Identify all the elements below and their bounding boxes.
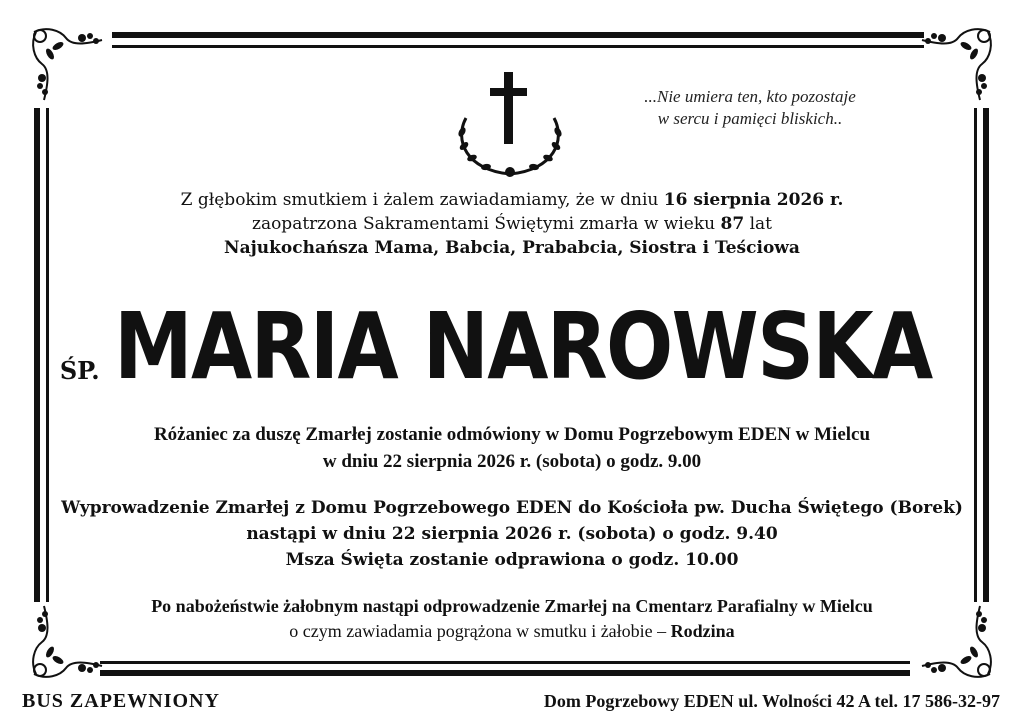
frame-top-bar-outer — [112, 32, 924, 38]
intro-line-1-text: Z głębokim smutkiem i żalem zawiadamiamy, że w dniu — [180, 190, 664, 210]
burial-line-2-text: o czym zawiadamia pogrążona w smutku i żałobie – — [289, 621, 671, 641]
family-relations: Najukochańsza Mama, Babcia, Prababcia, Siostra i Teściowa — [224, 238, 800, 258]
death-date: 16 sierpnia 2026 r. — [663, 190, 844, 210]
family-signature: Rodzina — [670, 621, 735, 641]
intro-line-2-text: zaopatrzona Sakramentami Świętymi zmarła w wieku — [251, 214, 721, 234]
burial-line-2 — [0, 619, 1024, 644]
deceased-name-row — [0, 285, 1024, 400]
bus-notice: BUS ZAPEWNIONY — [22, 690, 220, 712]
quote-line-2: w sercu i pamięci bliskich.. — [657, 109, 843, 128]
mass-time: Msza Święta zostanie odprawiona o godz. 10.00 — [285, 550, 739, 570]
quote-line-1: ...Nie umiera ten, kto pozostaje — [644, 87, 856, 106]
cross-with-wreath — [448, 70, 572, 180]
funeral-home-contact: Dom Pogrzebowy EDEN ul. Wolności 42 A tel. 17 586-32-97 — [543, 691, 1000, 711]
rosary-line-2: w dniu 22 sierpnia 2026 r. (sobota) o godz. 9.00 — [322, 451, 702, 472]
intro-line-1 — [0, 188, 1024, 212]
intro-line-2-suffix: lat — [744, 214, 772, 234]
name-prefix: ŚP. — [59, 356, 100, 385]
deceased-name: MARIA NAROWSKA — [113, 293, 932, 400]
floral-corner-icon — [26, 22, 106, 102]
age-value: 87 — [720, 214, 745, 234]
rosary-line-1: Różaniec za duszę Zmarłej zostanie odmówiony w Domu Pogrzebowym EDEN w Mielcu — [153, 424, 871, 445]
burial-info — [0, 594, 1024, 644]
intro-line-2 — [0, 212, 1024, 236]
burial-line-1: Po nabożeństwie żałobnym nastąpi odprowadzenie Zmarłej na Cmentarz Parafialny w Mielcu — [151, 596, 873, 616]
memorial-quote — [560, 86, 940, 130]
announcement-intro — [0, 188, 1024, 260]
procession-line-2: nastąpi w dniu 22 sierpnia 2026 r. (sobota) o godz. 9.40 — [246, 524, 778, 544]
rosary-info — [0, 421, 1024, 475]
procession-info — [0, 495, 1024, 573]
frame-bottom-bar-inner — [100, 661, 910, 664]
cross-icon — [490, 72, 527, 144]
procession-line-1: Wyprowadzenie Zmarłej z Domu Pogrzebowego EDEN do Kościoła pw. Ducha Świętego (Borek) — [61, 498, 963, 518]
frame-top-bar-inner — [112, 45, 924, 48]
frame-bottom-bar-outer — [100, 670, 910, 676]
